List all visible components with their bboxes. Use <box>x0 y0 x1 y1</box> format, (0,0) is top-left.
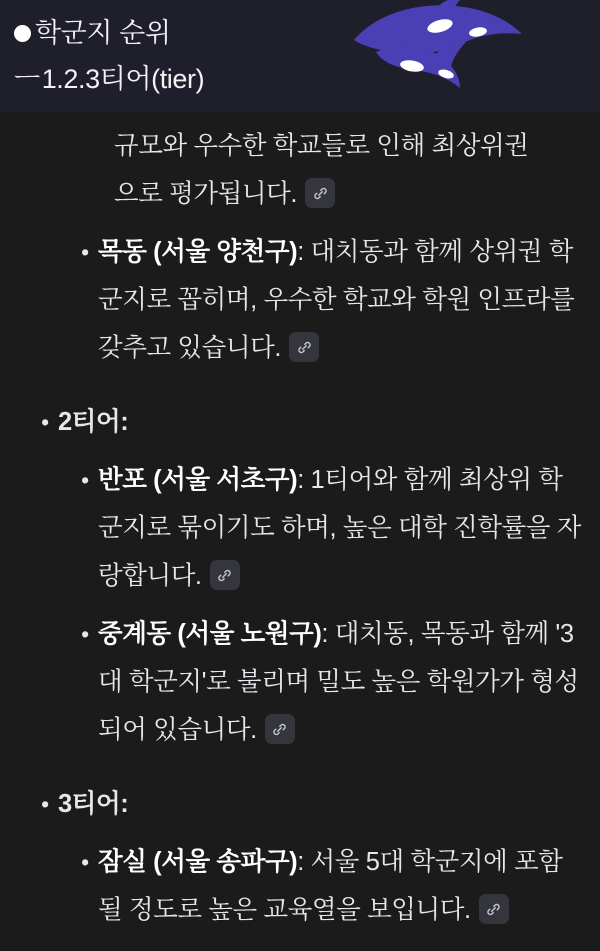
bullet-disc-icon: • <box>81 467 89 493</box>
list-item <box>72 838 584 934</box>
bullet-disc-icon: • <box>41 791 49 817</box>
list-item-text <box>98 610 584 754</box>
list-item <box>32 398 584 446</box>
list-item <box>72 456 584 600</box>
list-item-body: : 서울 5대 학군지에 포함될 정도로 높은 교육열을 보입니다. <box>98 848 563 924</box>
header-banner <box>0 0 600 112</box>
list-item-lead: 반포 (서울 서초구) <box>98 466 298 494</box>
header-title-row-1 <box>14 10 204 56</box>
link-icon[interactable] <box>289 332 319 362</box>
bullet-disc-icon: • <box>41 409 49 435</box>
tier-heading: 3티어: <box>58 790 129 818</box>
list-item-body: : 대치동과 함께 상위권 학군지로 꼽히며, 우수한 학교와 학원 인프라를 갖추고 있습니다. <box>98 238 575 362</box>
dash-icon: ㅡ <box>14 64 40 94</box>
list-item-lead: 목동 (서울 양천구) <box>98 238 298 266</box>
list-item-lead: 잠실 (서울 송파구) <box>98 848 298 876</box>
top-paragraph-line-1: 규모와 우수한 학교들로 인해 최상위권 <box>114 132 529 160</box>
filled-circle-icon <box>14 25 31 42</box>
tier-heading: 2티어: <box>58 408 129 436</box>
bullet-disc-icon: • <box>81 849 89 875</box>
link-icon[interactable] <box>210 560 240 590</box>
article-body <box>0 112 600 934</box>
top-paragraph-line-2: 으로 평가됩니다. <box>114 180 298 208</box>
list-item-text <box>98 838 584 934</box>
top-paragraph <box>114 122 584 218</box>
list-item-body: : 1티어와 함께 최상위 학군지로 묶이기도 하며, 높은 대학 진학률을 자랑합니다. <box>98 466 581 590</box>
list-item-lead: 중계동 (서울 노원구) <box>98 620 322 648</box>
header-title-block <box>14 10 204 102</box>
list-item <box>72 228 584 372</box>
header-title-row-2 <box>14 56 204 102</box>
list-item <box>32 780 584 828</box>
list-item <box>72 610 584 754</box>
link-icon[interactable] <box>479 894 509 924</box>
page-subtitle: 1.2.3티어(tier) <box>41 64 205 94</box>
orca-whale-illustration-icon <box>336 0 526 112</box>
page-title: 학군지 순위 <box>35 18 171 48</box>
list-item-text <box>98 228 584 372</box>
list-item-body: : 대치동, 목동과 함께 '3대 학군지'로 불리며 밀도 높은 학원가가 형성되어 있습니다. <box>98 620 579 744</box>
bullet-disc-icon: • <box>81 621 89 647</box>
link-icon[interactable] <box>265 714 295 744</box>
link-icon[interactable] <box>305 178 335 208</box>
list-item-text <box>98 456 584 600</box>
bullet-disc-icon: • <box>81 239 89 265</box>
